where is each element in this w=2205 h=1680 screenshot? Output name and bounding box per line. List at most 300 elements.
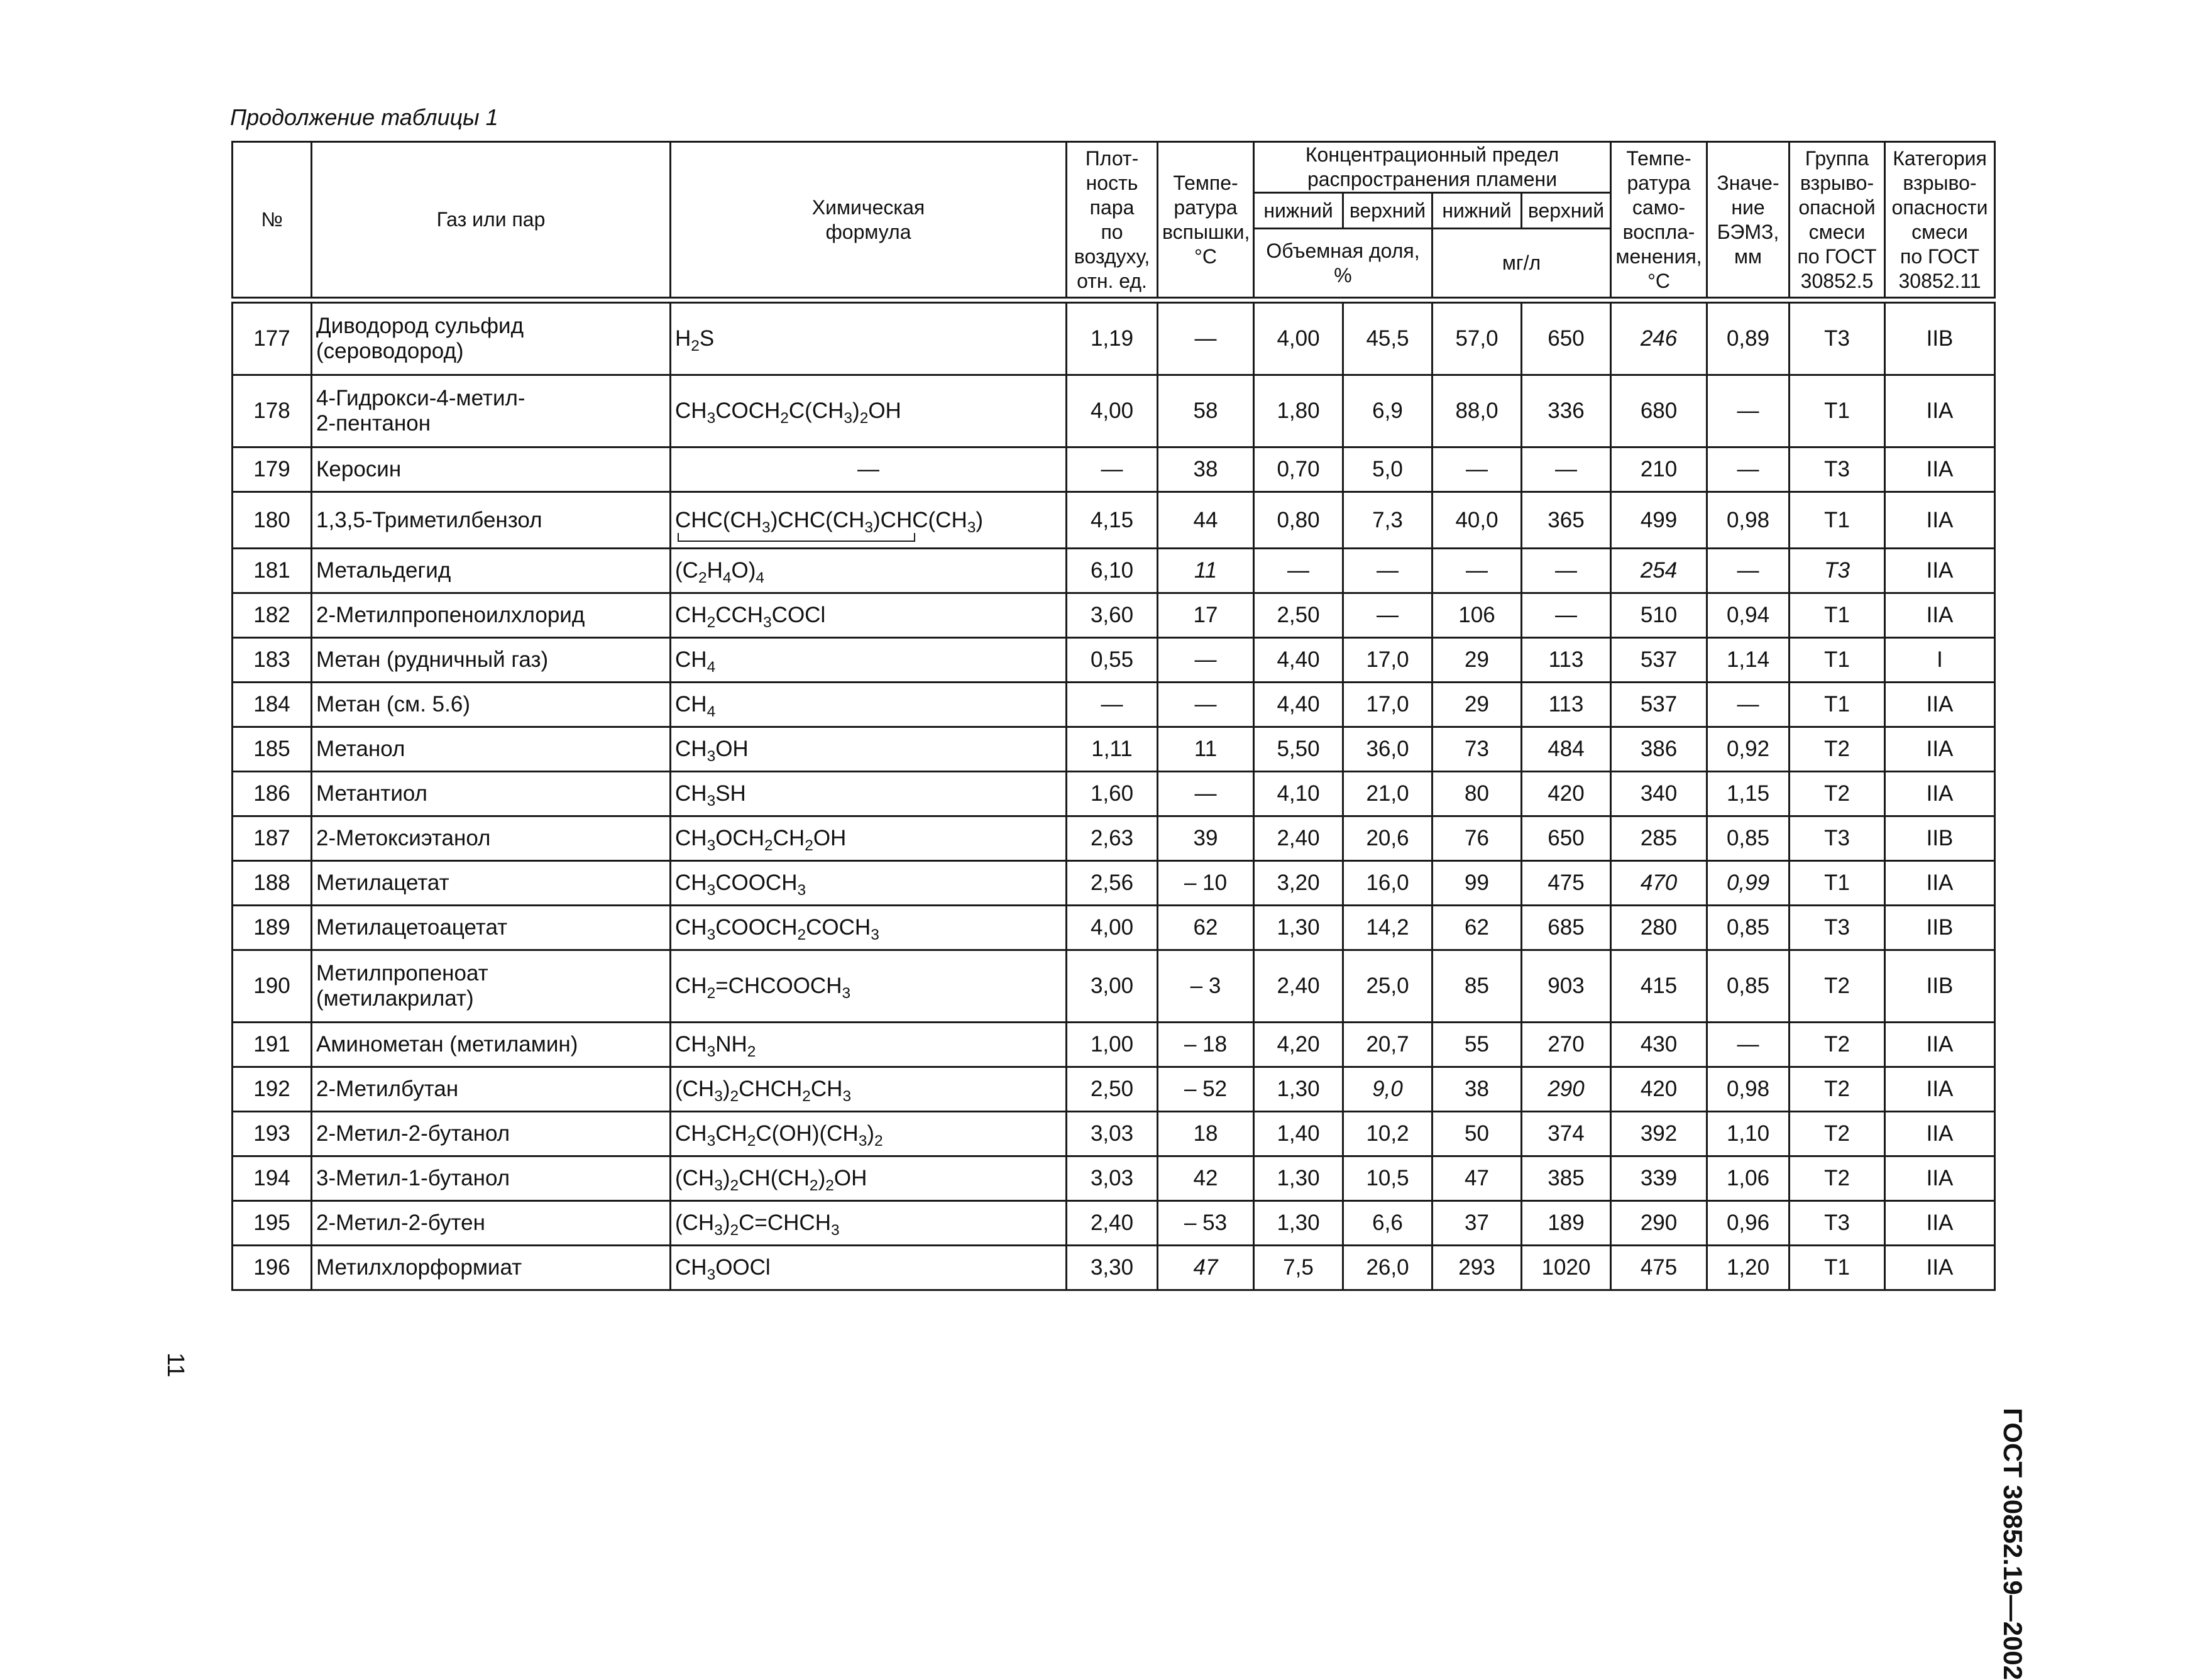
cell-formula: $CH_3NH_2$ [671, 1023, 1067, 1067]
cell-group: Т2 [1790, 1023, 1885, 1067]
cell-density: 1,60 [1067, 772, 1158, 816]
cell-name: 2-Метилпропеноилхлорид [312, 593, 671, 638]
cell-category: IIA [1885, 1023, 1995, 1067]
page-number: 11 [162, 1353, 189, 1378]
cell-autoignition: 339 [1611, 1156, 1707, 1201]
cell-autoignition: 392 [1611, 1112, 1707, 1156]
table-row [233, 593, 1995, 638]
cell-upper-mgl: 420 [1522, 772, 1611, 816]
cell-name: 2-Метил-2-бутанол [312, 1112, 671, 1156]
table-caption: Продолжение таблицы 1 [230, 104, 498, 130]
cell-lower-vol: 5,50 [1254, 727, 1343, 772]
cell-upper-vol: 16,0 [1343, 861, 1432, 906]
cell-bemz: — [1707, 683, 1790, 727]
ring-bracket [678, 533, 915, 542]
cell-lower-mgl: 29 [1432, 683, 1522, 727]
cell-upper-mgl: 475 [1522, 861, 1611, 906]
cell-autoignition: 537 [1611, 683, 1707, 727]
cell-category: IIA [1885, 1112, 1995, 1156]
cell-lower-mgl: 76 [1432, 816, 1522, 861]
cell-category: IIB [1885, 950, 1995, 1023]
cell-group: Т2 [1790, 1156, 1885, 1201]
table-body [233, 303, 1995, 1290]
cell-lower-mgl: 50 [1432, 1112, 1522, 1156]
cell-bemz: 0,96 [1707, 1201, 1790, 1246]
cell-lower-mgl: 88,0 [1432, 375, 1522, 447]
cell-upper-vol: 6,9 [1343, 375, 1432, 447]
cell-lower-mgl: — [1432, 447, 1522, 492]
cell-upper-vol: 17,0 [1343, 683, 1432, 727]
table-row [233, 683, 1995, 727]
cell-name: 3-Метил-1-бутанол [312, 1156, 671, 1201]
cell-name: Аминометан (метиламин) [312, 1023, 671, 1067]
cell-no: 188 [233, 861, 312, 906]
cell-category: IIA [1885, 492, 1995, 549]
header-upper-mgl: верхний [1522, 193, 1611, 229]
cell-category: IIA [1885, 375, 1995, 447]
cell-density: 4,00 [1067, 375, 1158, 447]
cell-no: 182 [233, 593, 312, 638]
cell-category: IIA [1885, 593, 1995, 638]
cell-upper-vol: 5,0 [1343, 447, 1432, 492]
cell-upper-mgl: 113 [1522, 683, 1611, 727]
cell-group: Т3 [1790, 549, 1885, 593]
cell-no: 196 [233, 1246, 312, 1290]
cell-formula: $(CH_3)_2C=CHCH_3$ [671, 1201, 1067, 1246]
cell-flash-point: – 3 [1158, 950, 1254, 1023]
cell-upper-mgl: — [1522, 447, 1611, 492]
cell-lower-mgl: 62 [1432, 906, 1522, 950]
cell-lower-vol: 4,40 [1254, 638, 1343, 683]
table-row [233, 1246, 1995, 1290]
cell-autoignition: 415 [1611, 950, 1707, 1023]
cell-flash-point: — [1158, 772, 1254, 816]
cell-lower-vol: 0,70 [1254, 447, 1343, 492]
cell-density: 3,60 [1067, 593, 1158, 638]
cell-no: 180 [233, 492, 312, 549]
cell-flash-point: — [1158, 638, 1254, 683]
cell-category: IIA [1885, 447, 1995, 492]
cell-lower-vol: 1,80 [1254, 375, 1343, 447]
cell-category: IIB [1885, 906, 1995, 950]
cell-upper-vol: 25,0 [1343, 950, 1432, 1023]
cell-group: Т1 [1790, 861, 1885, 906]
cell-formula: $H_2S$ [671, 303, 1067, 375]
cell-upper-mgl: 385 [1522, 1156, 1611, 1201]
table-row [233, 638, 1995, 683]
cell-flash-point: 17 [1158, 593, 1254, 638]
cell-name: Метилпропеноат (метилакрилат) [312, 950, 671, 1023]
cell-bemz: 0,94 [1707, 593, 1790, 638]
cell-no: 186 [233, 772, 312, 816]
header-conc-limits: Концентрационный предел распространения пламени [1254, 142, 1611, 193]
cell-no: 179 [233, 447, 312, 492]
cell-upper-mgl: 374 [1522, 1112, 1611, 1156]
table-row [233, 727, 1995, 772]
cell-formula: — [671, 447, 1067, 492]
cell-name: 2-Метил-2-бутен [312, 1201, 671, 1246]
cell-name: 2-Метилбутан [312, 1067, 671, 1112]
cell-flash-point: – 53 [1158, 1201, 1254, 1246]
cell-flash-point: 11 [1158, 727, 1254, 772]
cell-group: Т1 [1790, 683, 1885, 727]
document-code: ГОСТ 30852.19—2002 [1998, 1408, 2028, 1680]
cell-name: Керосин [312, 447, 671, 492]
cell-category: IIA [1885, 727, 1995, 772]
cell-flash-point: – 10 [1158, 861, 1254, 906]
cell-group: Т1 [1790, 492, 1885, 549]
cell-name: 4-Гидрокси-4-метил- 2-пентанон [312, 375, 671, 447]
cell-bemz: 1,10 [1707, 1112, 1790, 1156]
cell-lower-vol: 4,40 [1254, 683, 1343, 727]
cell-category: IIA [1885, 1156, 1995, 1201]
cell-formula: $CH_3CH_2C(OH)(CH_3)_2$ [671, 1112, 1067, 1156]
header-lower-mgl: нижний [1432, 193, 1522, 229]
cell-autoignition: 420 [1611, 1067, 1707, 1112]
cell-autoignition: 285 [1611, 816, 1707, 861]
cell-bemz: 0,89 [1707, 303, 1790, 375]
cell-no: 177 [233, 303, 312, 375]
table-row [233, 549, 1995, 593]
cell-upper-mgl: 365 [1522, 492, 1611, 549]
cell-density: — [1067, 683, 1158, 727]
cell-category: IIA [1885, 772, 1995, 816]
table-row [233, 492, 1995, 549]
cell-upper-mgl: 113 [1522, 638, 1611, 683]
data-table [231, 141, 1996, 1291]
cell-name: Диводород сульфид (сероводород) [312, 303, 671, 375]
cell-upper-vol: — [1343, 549, 1432, 593]
cell-autoignition: 680 [1611, 375, 1707, 447]
cell-name: 1,3,5-Триметилбензол [312, 492, 671, 549]
cell-formula: $CH_4$ [671, 683, 1067, 727]
cell-group: Т1 [1790, 1246, 1885, 1290]
cell-autoignition: 386 [1611, 727, 1707, 772]
cell-upper-vol: 14,2 [1343, 906, 1432, 950]
cell-no: 187 [233, 816, 312, 861]
header-name: Газ или пар [312, 142, 671, 298]
cell-upper-mgl: 903 [1522, 950, 1611, 1023]
cell-name: Метан (см. 5.6) [312, 683, 671, 727]
cell-formula: $CH_3COOCH_3$ [671, 861, 1067, 906]
cell-name: Метанол [312, 727, 671, 772]
cell-group: Т2 [1790, 1067, 1885, 1112]
cell-density: 4,15 [1067, 492, 1158, 549]
cell-autoignition: 246 [1611, 303, 1707, 375]
cell-lower-mgl: 106 [1432, 593, 1522, 638]
cell-density: 2,56 [1067, 861, 1158, 906]
cell-lower-mgl: 40,0 [1432, 492, 1522, 549]
cell-flash-point: 58 [1158, 375, 1254, 447]
cell-autoignition: 537 [1611, 638, 1707, 683]
cell-upper-mgl: 484 [1522, 727, 1611, 772]
cell-bemz: — [1707, 447, 1790, 492]
cell-upper-mgl: — [1522, 593, 1611, 638]
cell-name: Метантиол [312, 772, 671, 816]
cell-name: Метилхлорформиат [312, 1246, 671, 1290]
cell-bemz: 0,98 [1707, 492, 1790, 549]
cell-formula: $CH_2=CHCOOCH_3$ [671, 950, 1067, 1023]
table-row [233, 447, 1995, 492]
cell-no: 193 [233, 1112, 312, 1156]
cell-density: 3,03 [1067, 1156, 1158, 1201]
cell-category: IIA [1885, 1067, 1995, 1112]
cell-density: 1,11 [1067, 727, 1158, 772]
cell-lower-vol: 2,50 [1254, 593, 1343, 638]
header-mg-per-l: мг/л [1432, 229, 1611, 298]
cell-upper-mgl: 270 [1522, 1023, 1611, 1067]
cell-category: IIB [1885, 303, 1995, 375]
cell-formula: $CH_3COCH_2C(CH_3)_2OH$ [671, 375, 1067, 447]
cell-lower-mgl: 73 [1432, 727, 1522, 772]
cell-bemz: 1,15 [1707, 772, 1790, 816]
cell-autoignition: 290 [1611, 1201, 1707, 1246]
header-formula: Химическая формула [671, 142, 1067, 298]
cell-name: Метилацетоацетат [312, 906, 671, 950]
table-row [233, 906, 1995, 950]
header-upper-vol: верхний [1343, 193, 1432, 229]
cell-formula: $CH_4$ [671, 638, 1067, 683]
cell-lower-mgl: 80 [1432, 772, 1522, 816]
cell-bemz: 0,92 [1707, 727, 1790, 772]
cell-lower-vol: 0,80 [1254, 492, 1343, 549]
cell-autoignition: 340 [1611, 772, 1707, 816]
cell-lower-vol: 1,30 [1254, 1201, 1343, 1246]
cell-lower-vol: 1,30 [1254, 1156, 1343, 1201]
table-row [233, 1112, 1995, 1156]
cell-upper-vol: 36,0 [1343, 727, 1432, 772]
cell-upper-vol: 21,0 [1343, 772, 1432, 816]
cell-autoignition: 280 [1611, 906, 1707, 950]
cell-lower-vol: 1,40 [1254, 1112, 1343, 1156]
cell-lower-vol: 2,40 [1254, 950, 1343, 1023]
cell-lower-mgl: 37 [1432, 1201, 1522, 1246]
table-header [233, 142, 1995, 303]
header-category: Категория взрыво- опасности смеси по ГОСТ 30852.11 [1885, 142, 1995, 298]
cell-flash-point: 18 [1158, 1112, 1254, 1156]
cell-density: 3,30 [1067, 1246, 1158, 1290]
cell-upper-vol: — [1343, 593, 1432, 638]
cell-formula: $CH_3OCH_2CH_2OH$ [671, 816, 1067, 861]
cell-density: 1,00 [1067, 1023, 1158, 1067]
cell-flash-point: 44 [1158, 492, 1254, 549]
cell-group: Т1 [1790, 593, 1885, 638]
cell-no: 178 [233, 375, 312, 447]
cell-lower-mgl: 85 [1432, 950, 1522, 1023]
table-row [233, 303, 1995, 375]
cell-no: 195 [233, 1201, 312, 1246]
cell-group: Т3 [1790, 447, 1885, 492]
cell-flash-point: 39 [1158, 816, 1254, 861]
cell-autoignition: 510 [1611, 593, 1707, 638]
header-bemz: Значе- ние БЭМЗ, мм [1707, 142, 1790, 298]
cell-bemz: — [1707, 1023, 1790, 1067]
cell-group: Т1 [1790, 638, 1885, 683]
cell-bemz: — [1707, 549, 1790, 593]
cell-lower-mgl: 55 [1432, 1023, 1522, 1067]
cell-no: 189 [233, 906, 312, 950]
cell-autoignition: 499 [1611, 492, 1707, 549]
header-lower-vol: нижний [1254, 193, 1343, 229]
cell-upper-vol: 10,5 [1343, 1156, 1432, 1201]
cell-upper-vol: 10,2 [1343, 1112, 1432, 1156]
cell-formula: $(CH_3)_2CHCH_2CH_3$ [671, 1067, 1067, 1112]
cell-density: 4,00 [1067, 906, 1158, 950]
cell-flash-point: — [1158, 303, 1254, 375]
cell-density: 6,10 [1067, 549, 1158, 593]
cell-bemz: — [1707, 375, 1790, 447]
cell-upper-mgl: 685 [1522, 906, 1611, 950]
cell-autoignition: 470 [1611, 861, 1707, 906]
table-row [233, 816, 1995, 861]
cell-group: Т3 [1790, 1201, 1885, 1246]
cell-upper-mgl: — [1522, 549, 1611, 593]
cell-formula: $CH_3OOCl$ [671, 1246, 1067, 1290]
cell-autoignition: 475 [1611, 1246, 1707, 1290]
cell-no: 192 [233, 1067, 312, 1112]
cell-category: IIA [1885, 683, 1995, 727]
cell-no: 194 [233, 1156, 312, 1201]
table-row [233, 375, 1995, 447]
header-density: Плот- ность пара по воздуху, отн. ед. [1067, 142, 1158, 298]
cell-formula: $CHC(CH_3)CHC(CH_3)CHC(CH_3)$ [671, 492, 1067, 549]
cell-upper-vol: 9,0 [1343, 1067, 1432, 1112]
cell-lower-vol: 4,00 [1254, 303, 1343, 375]
table-row [233, 1067, 1995, 1112]
cell-upper-mgl: 1020 [1522, 1246, 1611, 1290]
cell-flash-point: – 18 [1158, 1023, 1254, 1067]
table-row [233, 861, 1995, 906]
header-flash-point: Темпе- ратура вспышки, °С [1158, 142, 1254, 298]
cell-group: Т1 [1790, 375, 1885, 447]
cell-autoignition: 254 [1611, 549, 1707, 593]
cell-category: IIB [1885, 816, 1995, 861]
table-row [233, 1201, 1995, 1246]
cell-lower-mgl: 99 [1432, 861, 1522, 906]
cell-no: 183 [233, 638, 312, 683]
cell-name: Метан (рудничный газ) [312, 638, 671, 683]
cell-upper-mgl: 336 [1522, 375, 1611, 447]
cell-category: IIA [1885, 861, 1995, 906]
table-row [233, 772, 1995, 816]
cell-density: — [1067, 447, 1158, 492]
cell-density: 2,50 [1067, 1067, 1158, 1112]
cell-no: 191 [233, 1023, 312, 1067]
cell-density: 1,19 [1067, 303, 1158, 375]
cell-formula: $CH_3COOCH_2COCH_3$ [671, 906, 1067, 950]
cell-density: 2,40 [1067, 1201, 1158, 1246]
cell-lower-vol: — [1254, 549, 1343, 593]
cell-lower-vol: 2,40 [1254, 816, 1343, 861]
cell-flash-point: 42 [1158, 1156, 1254, 1201]
cell-formula: $CH_2CCH_3COCl$ [671, 593, 1067, 638]
cell-category: I [1885, 638, 1995, 683]
header-volume-fraction: Объемная доля, % [1254, 229, 1432, 298]
cell-autoignition: 430 [1611, 1023, 1707, 1067]
table-row [233, 950, 1995, 1023]
cell-lower-vol: 1,30 [1254, 1067, 1343, 1112]
cell-autoignition: 210 [1611, 447, 1707, 492]
cell-lower-mgl: 38 [1432, 1067, 1522, 1112]
cell-flash-point: 11 [1158, 549, 1254, 593]
cell-density: 3,03 [1067, 1112, 1158, 1156]
cell-density: 3,00 [1067, 950, 1158, 1023]
cell-formula: $CH_3SH$ [671, 772, 1067, 816]
cell-lower-mgl: — [1432, 549, 1522, 593]
cell-upper-mgl: 189 [1522, 1201, 1611, 1246]
cell-upper-vol: 45,5 [1343, 303, 1432, 375]
cell-flash-point: 62 [1158, 906, 1254, 950]
cell-group: Т2 [1790, 727, 1885, 772]
cell-formula: $(C_2H_4O)_4$ [671, 549, 1067, 593]
cell-flash-point: – 52 [1158, 1067, 1254, 1112]
cell-category: IIA [1885, 549, 1995, 593]
table-row [233, 1023, 1995, 1067]
cell-bemz: 1,14 [1707, 638, 1790, 683]
cell-upper-vol: 20,6 [1343, 816, 1432, 861]
cell-group: Т3 [1790, 816, 1885, 861]
cell-group: Т2 [1790, 950, 1885, 1023]
cell-lower-vol: 4,20 [1254, 1023, 1343, 1067]
cell-name: 2-Метоксиэтанол [312, 816, 671, 861]
cell-density: 0,55 [1067, 638, 1158, 683]
cell-lower-mgl: 57,0 [1432, 303, 1522, 375]
cell-density: 2,63 [1067, 816, 1158, 861]
cell-lower-vol: 7,5 [1254, 1246, 1343, 1290]
cell-group: Т3 [1790, 303, 1885, 375]
header-group: Группа взрыво- опасной смеси по ГОСТ 30852.5 [1790, 142, 1885, 298]
cell-upper-mgl: 650 [1522, 816, 1611, 861]
cell-bemz: 1,06 [1707, 1156, 1790, 1201]
cell-upper-vol: 20,7 [1343, 1023, 1432, 1067]
header-no: № [233, 142, 312, 298]
cell-no: 181 [233, 549, 312, 593]
cell-upper-mgl: 290 [1522, 1067, 1611, 1112]
cell-upper-mgl: 650 [1522, 303, 1611, 375]
cell-flash-point: 38 [1158, 447, 1254, 492]
cell-group: Т3 [1790, 906, 1885, 950]
cell-lower-vol: 3,20 [1254, 861, 1343, 906]
cell-no: 185 [233, 727, 312, 772]
cell-no: 184 [233, 683, 312, 727]
cell-lower-mgl: 47 [1432, 1156, 1522, 1201]
cell-no: 190 [233, 950, 312, 1023]
cell-name: Метилацетат [312, 861, 671, 906]
cell-formula: $(CH_3)_2CH(CH_2)_2OH$ [671, 1156, 1067, 1201]
cell-upper-vol: 6,6 [1343, 1201, 1432, 1246]
cell-name: Метальдегид [312, 549, 671, 593]
cell-bemz: 1,20 [1707, 1246, 1790, 1290]
cell-bemz: 0,99 [1707, 861, 1790, 906]
table-row [233, 1156, 1995, 1201]
cell-upper-vol: 7,3 [1343, 492, 1432, 549]
cell-flash-point: 47 [1158, 1246, 1254, 1290]
cell-lower-vol: 4,10 [1254, 772, 1343, 816]
cell-lower-mgl: 293 [1432, 1246, 1522, 1290]
cell-bemz: 0,85 [1707, 906, 1790, 950]
cell-flash-point: — [1158, 683, 1254, 727]
cell-group: Т2 [1790, 772, 1885, 816]
cell-formula: $CH_3OH$ [671, 727, 1067, 772]
cell-bemz: 0,98 [1707, 1067, 1790, 1112]
cell-group: Т2 [1790, 1112, 1885, 1156]
cell-upper-vol: 26,0 [1343, 1246, 1432, 1290]
cell-lower-vol: 1,30 [1254, 906, 1343, 950]
cell-bemz: 0,85 [1707, 816, 1790, 861]
cell-lower-mgl: 29 [1432, 638, 1522, 683]
cell-upper-vol: 17,0 [1343, 638, 1432, 683]
cell-bemz: 0,85 [1707, 950, 1790, 1023]
